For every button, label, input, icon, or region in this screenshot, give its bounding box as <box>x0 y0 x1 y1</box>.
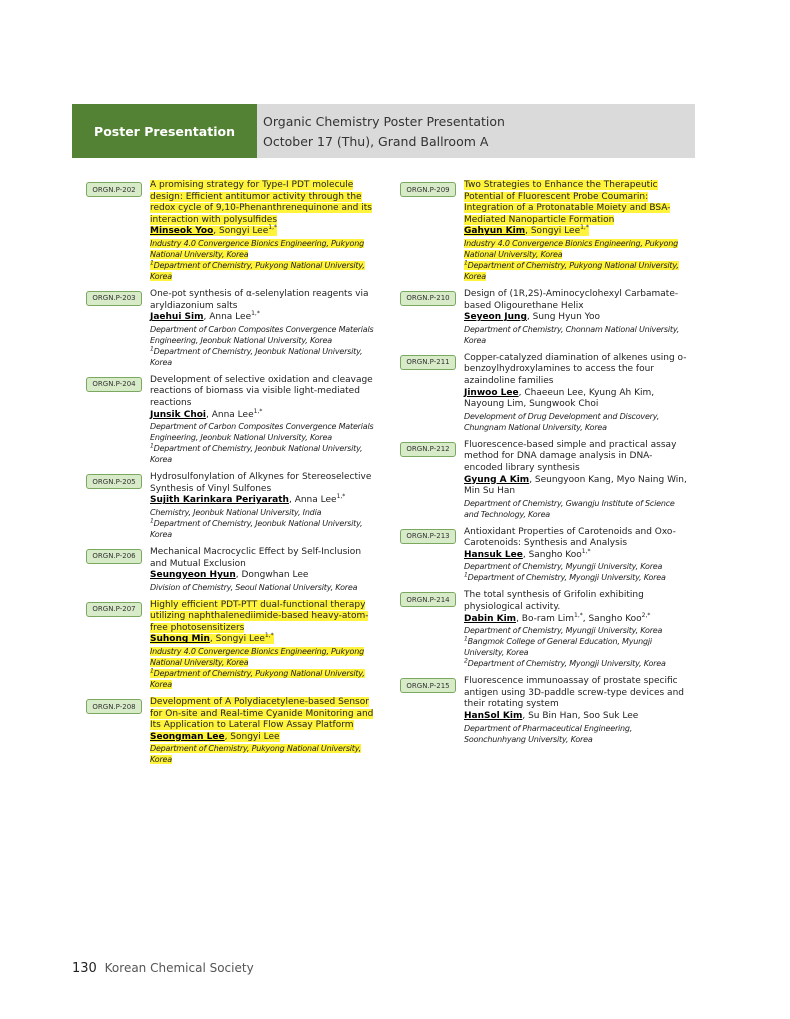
authors-line <box>150 407 263 420</box>
poster-entry <box>86 600 376 690</box>
affiliation-line <box>464 325 679 345</box>
affiliation <box>150 582 376 593</box>
poster-entry <box>400 289 690 346</box>
affiliation-text: Department of Chemistry, Myungji University, Korea <box>464 562 663 572</box>
poster-title <box>150 697 376 732</box>
poster-code: ORGN.P-209 <box>400 182 456 197</box>
affiliation-line <box>464 659 666 668</box>
affiliation <box>150 421 376 443</box>
affiliation <box>464 625 690 636</box>
affiliation-text: Department of Chemistry, Jeonbuk National University, Korea <box>150 346 363 367</box>
affiliation <box>464 723 690 745</box>
poster-title-text: A promising strategy for Type-I PDT molecule design: Efficient antitumor activity through the redox cycle of 9,10-Phenanthrenequinone and its interaction with polysulfides <box>150 180 372 225</box>
affiliation <box>464 572 690 583</box>
poster-authors <box>464 711 690 723</box>
affiliation-line <box>150 239 364 259</box>
coauthors-2: , Sangho Koo <box>582 613 642 624</box>
affiliation-text: Industry 4.0 Convergence Bionics Engineering, Pukyong National University, Korea <box>150 647 364 668</box>
affiliation <box>150 324 376 346</box>
poster-title <box>464 440 690 475</box>
affiliation-line <box>150 444 362 464</box>
session-info <box>257 104 695 158</box>
poster-code: ORGN.P-210 <box>400 291 456 306</box>
society-name: Korean Chemical Society <box>104 961 254 975</box>
presenter-name: Minseok Yoo <box>150 226 214 237</box>
affiliation-text: Department of Chemistry, Pukyong National University, Korea <box>150 260 365 281</box>
authors-line <box>150 634 274 644</box>
coauthors: , Songyi Lee <box>224 731 280 742</box>
poster-title-text: The total synthesis of Grifolin exhibiting physiological activity. <box>464 590 644 613</box>
poster-title <box>150 547 376 570</box>
right-column <box>400 180 690 752</box>
affiliation-sup: 1 <box>150 517 154 525</box>
poster-body <box>464 676 690 744</box>
poster-body <box>150 600 376 690</box>
authors-line <box>150 226 277 236</box>
poster-authors <box>464 475 690 498</box>
poster-code: ORGN.P-215 <box>400 678 456 693</box>
poster-title <box>464 180 690 226</box>
poster-title <box>150 180 376 226</box>
poster-body <box>464 440 690 520</box>
affiliation-sup: 1 <box>150 345 154 353</box>
affiliation-sup: 1 <box>150 667 154 675</box>
poster-entry <box>86 697 376 765</box>
affiliation-text: Department of Carbon Composites Convergence Materials Engineering, Jeonbuk National University, Korea <box>150 324 374 345</box>
affiliation-line <box>150 583 357 592</box>
poster-title <box>464 590 690 613</box>
poster-code: ORGN.P-211 <box>400 355 456 370</box>
affiliation <box>464 260 690 282</box>
affiliation-text: Department of Pharmaceutical Engineering, Soonchunhyang University, Korea <box>464 723 633 744</box>
page-number: 130 <box>72 961 97 976</box>
authors-line <box>150 732 280 742</box>
poster-body <box>150 472 376 540</box>
section-header <box>72 104 695 158</box>
affiliation-line <box>150 647 364 667</box>
page-footer <box>72 961 254 976</box>
poster-title-text: Copper-catalyzed diamination of alkenes using o-benzoylhydroxylamines to access the four azaindoline families <box>464 352 687 386</box>
affiliation-text: Industry 4.0 Convergence Bionics Engineering, Pukyong National University, Korea <box>464 238 678 259</box>
poster-body <box>150 180 376 282</box>
presenter-name: Gyung A Kim <box>464 474 530 485</box>
poster-entry <box>86 547 376 593</box>
poster-authors <box>150 312 376 324</box>
affiliation-text: Department of Chemistry, Jeonbuk National University, Korea <box>150 518 363 539</box>
poster-authors <box>464 611 690 626</box>
poster-code: ORGN.P-207 <box>86 602 142 617</box>
poster-entry <box>400 180 690 282</box>
coauthors: , Songyi Lee <box>209 634 265 645</box>
authors-line <box>464 611 651 624</box>
affiliation-text: Development of Drug Development and Discovery, Chungnam National University, Korea <box>464 411 660 432</box>
affiliation-line <box>150 422 373 442</box>
affiliation <box>150 238 376 260</box>
affiliation-text: Department of Chemistry, Myongji University, Korea <box>467 659 666 669</box>
poster-code: ORGN.P-202 <box>86 182 142 197</box>
affiliation-line <box>150 508 321 517</box>
affiliation-line <box>150 744 361 764</box>
poster-body <box>150 697 376 765</box>
coauthors: , Su Bin Han, Soo Suk Lee <box>522 711 639 722</box>
poster-title-text: Design of (1R,2S)-Aminocyclohexyl Carbamate-based Oligourethane Helix <box>464 288 679 311</box>
authors-line <box>464 388 654 410</box>
affiliation-sup: 1 <box>464 635 468 643</box>
affiliation <box>150 518 376 540</box>
affiliation-text: Department of Chemistry, Pukyong National University, Korea <box>464 260 679 281</box>
affiliation-line <box>464 562 662 571</box>
presenter-name: Jaehui Sim <box>150 312 204 323</box>
affiliation <box>150 443 376 465</box>
affiliation-line <box>150 519 362 539</box>
poster-authors <box>464 388 690 411</box>
affiliation-text: Department of Carbon Composites Convergence Materials Engineering, Jeonbuk National University, Korea <box>150 422 374 443</box>
coauthors: , Chaeeun Lee, Kyung Ah Kim, Nayoung Lim, Sungwook Choi <box>464 387 655 410</box>
poster-title-text: Fluorescence-based simple and practical assay method for DNA damage analysis in DNA-encoded library synthesis <box>464 439 677 473</box>
poster-code: ORGN.P-208 <box>86 699 142 714</box>
poster-body <box>464 590 690 669</box>
poster-body <box>464 180 690 282</box>
poster-entry <box>86 375 376 465</box>
affiliation <box>464 658 690 669</box>
coauthor-sup: 1,* <box>336 493 346 501</box>
left-column <box>86 180 376 772</box>
poster-authors <box>464 226 690 238</box>
poster-title <box>150 289 376 312</box>
affiliation-text: Bangmok College of General Education, Myungji University, Korea <box>464 637 652 658</box>
coauthor-sup: 1,* <box>253 407 263 415</box>
poster-authors <box>150 407 376 422</box>
poster-title <box>464 527 690 550</box>
affiliation-sup: 1 <box>464 259 468 267</box>
coauthors: , Sangho Koo <box>522 549 582 560</box>
coauthors: , Anna Lee <box>206 409 254 420</box>
poster-authors <box>150 732 376 744</box>
coauthor-sup-2: 2,* <box>641 611 651 619</box>
affiliation-line <box>464 499 675 519</box>
presenter-name: Hansuk Lee <box>464 549 523 560</box>
affiliation-line <box>464 637 652 657</box>
affiliation-line <box>150 261 365 281</box>
authors-line <box>150 495 345 505</box>
affiliation <box>464 238 690 260</box>
coauthor-sup: 1,* <box>264 632 274 640</box>
presenter-name: Suhong Min <box>150 634 210 645</box>
affiliation-line <box>150 669 365 689</box>
poster-authors <box>464 312 690 324</box>
poster-title-text: Development of A Polydiacetylene-based Sensor for On-site and Real-time Cyanide Monitoring and Its Application to Lateral Flow Assay Platform <box>150 697 374 731</box>
poster-entry <box>400 590 690 669</box>
affiliation-text: Department of Chemistry, Pukyong National University, Korea <box>150 744 361 765</box>
presenter-name: Gahyun Kim <box>464 226 526 237</box>
session-date: October 17 (Thu), Grand Ballroom A <box>263 134 489 149</box>
authors-line <box>464 711 638 721</box>
poster-authors <box>150 570 376 582</box>
authors-line <box>464 475 687 497</box>
session-title: Organic Chemistry Poster Presentation <box>263 114 505 129</box>
coauthor-sup: 1,* <box>581 547 591 555</box>
poster-title-text: One-pot synthesis of α-selenylation reagents via aryldiazonium salts <box>150 288 369 311</box>
affiliation-line <box>464 724 632 744</box>
poster-title <box>150 600 376 635</box>
poster-entry <box>400 676 690 744</box>
poster-entry <box>86 289 376 368</box>
poster-code: ORGN.P-203 <box>86 291 142 306</box>
affiliation <box>464 411 690 433</box>
coauthors: , Songyi Lee <box>213 226 269 237</box>
poster-title-text: Two Strategies to Enhance the Therapeutic Potential of Fluorescent Probe Coumarin: Integration of a Protonatable Moiety and BSA-Mediated Nanoparticle Formation <box>464 180 671 225</box>
affiliation-sup: 2 <box>464 657 468 665</box>
poster-entry <box>400 527 690 584</box>
affiliation-text: Department of Chemistry, Myungji University, Korea <box>464 626 663 636</box>
presenter-name: HanSol Kim <box>464 711 523 722</box>
affiliation <box>464 324 690 346</box>
coauthors: , Anna Lee <box>288 495 337 506</box>
poster-authors <box>150 495 376 507</box>
section-label: Poster Presentation <box>72 104 257 158</box>
presenter-name: Seyeon Jung <box>464 312 527 323</box>
poster-code: ORGN.P-204 <box>86 377 142 392</box>
affiliation-text: Department of Chemistry, Gwangju Institute of Science and Technology, Korea <box>464 498 675 519</box>
coauthors: , Sung Hyun Yoo <box>526 312 600 323</box>
poster-body <box>150 289 376 368</box>
poster-title-text: Mechanical Macrocyclic Effect by Self-Inclusion and Mutual Exclusion <box>150 546 362 569</box>
affiliation-text: Department of Chemistry, Pukyong National University, Korea <box>150 669 365 690</box>
poster-body <box>464 527 690 584</box>
affiliation-line <box>464 239 678 259</box>
poster-body <box>150 547 376 593</box>
poster-code: ORGN.P-206 <box>86 549 142 564</box>
poster-entry <box>86 180 376 282</box>
affiliation <box>150 260 376 282</box>
poster-title-text: Antioxidant Properties of Carotenoids and Oxo-Carotenoids: Synthesis and Analysis <box>464 526 676 549</box>
coauthors: , Seungyoon Kang, Myo Naing Win, Min Su Han <box>464 474 687 497</box>
coauthor-sup: 1,* <box>574 611 583 619</box>
coauthors: , Songyi Lee <box>525 226 581 237</box>
affiliation-line <box>464 626 662 635</box>
affiliation-sup: 1 <box>464 571 468 579</box>
poster-authors <box>150 634 376 646</box>
presenter-name: Seungyeon Hyun <box>150 570 236 581</box>
authors-line <box>464 547 591 560</box>
poster-code: ORGN.P-214 <box>400 592 456 607</box>
poster-title-text: Highly efficient PDT-PTT dual-functional therapy utilizing naphthalenediimide-based heavy-atom-free photosensitizers <box>150 599 369 633</box>
poster-code: ORGN.P-205 <box>86 474 142 489</box>
presenter-name: Junsik Choi <box>150 409 207 420</box>
coauthors: , Bo-ram Lim <box>516 613 575 624</box>
poster-title-text: Hydrosulfonylation of Alkynes for Stereoselective Synthesis of Vinyl Sulfones <box>150 472 372 494</box>
poster-entry <box>86 472 376 540</box>
poster-body <box>464 289 690 346</box>
affiliation <box>150 646 376 668</box>
poster-title <box>150 375 376 410</box>
coauthor-sup: 1,* <box>268 224 277 232</box>
affiliation <box>150 668 376 690</box>
poster-authors <box>464 547 690 562</box>
presenter-name: Seongman Lee <box>150 731 225 742</box>
poster-title <box>464 289 690 312</box>
poster-title-text: Development of selective oxidation and cleavage reactions of biomass via visible light-mediated reactions <box>150 374 373 408</box>
affiliation <box>464 636 690 658</box>
poster-authors <box>150 226 376 238</box>
affiliation-line <box>464 573 666 582</box>
authors-line <box>464 312 600 322</box>
poster-code: ORGN.P-213 <box>400 529 456 544</box>
affiliation-line <box>150 325 373 345</box>
poster-title-text: Fluorescence immunoassay of prostate specific antigen using 3D-paddle screw-type devices and their rotating system <box>464 676 684 710</box>
authors-line <box>464 226 589 236</box>
poster-title <box>464 353 690 388</box>
affiliation-line <box>464 412 659 432</box>
affiliation <box>464 498 690 520</box>
coauthors: , Dongwhan Lee <box>235 570 309 581</box>
poster-entry <box>400 353 690 433</box>
affiliation <box>150 346 376 368</box>
affiliation-sup: 1 <box>150 259 154 267</box>
affiliation <box>150 743 376 765</box>
authors-line <box>150 570 308 580</box>
affiliation-text: Industry 4.0 Convergence Bionics Engineering, Pukyong National University, Korea <box>150 238 364 259</box>
affiliation-sup: 1 <box>150 442 154 450</box>
affiliation-text: Division of Chemistry, Seoul National University, Korea <box>150 582 358 592</box>
poster-title <box>150 472 376 495</box>
coauthors: , Anna Lee <box>203 312 252 323</box>
affiliation-text: Department of Chemistry, Myongji University, Korea <box>467 573 666 583</box>
presenter-name: Jinwoo Lee <box>464 387 519 398</box>
presenter-name: Dabin Kim <box>464 613 517 624</box>
affiliation <box>464 561 690 572</box>
affiliation-text: Chemistry, Jeonbuk National University, India <box>150 507 322 517</box>
affiliation-text: Department of Chemistry, Chonnam National University, Korea <box>464 324 680 345</box>
authors-line <box>150 312 260 322</box>
affiliation <box>150 507 376 518</box>
poster-body <box>150 375 376 465</box>
poster-entry <box>400 440 690 520</box>
poster-body <box>464 353 690 433</box>
affiliation-line <box>464 261 679 281</box>
poster-code: ORGN.P-212 <box>400 442 456 457</box>
presenter-name: Sujith Karinkara Periyarath <box>150 495 289 506</box>
coauthor-sup: 1,* <box>580 224 589 232</box>
coauthor-sup: 1,* <box>251 310 260 318</box>
affiliation-line <box>150 347 362 367</box>
affiliation-text: Department of Chemistry, Jeonbuk National University, Korea <box>150 444 363 465</box>
poster-title <box>464 676 690 711</box>
